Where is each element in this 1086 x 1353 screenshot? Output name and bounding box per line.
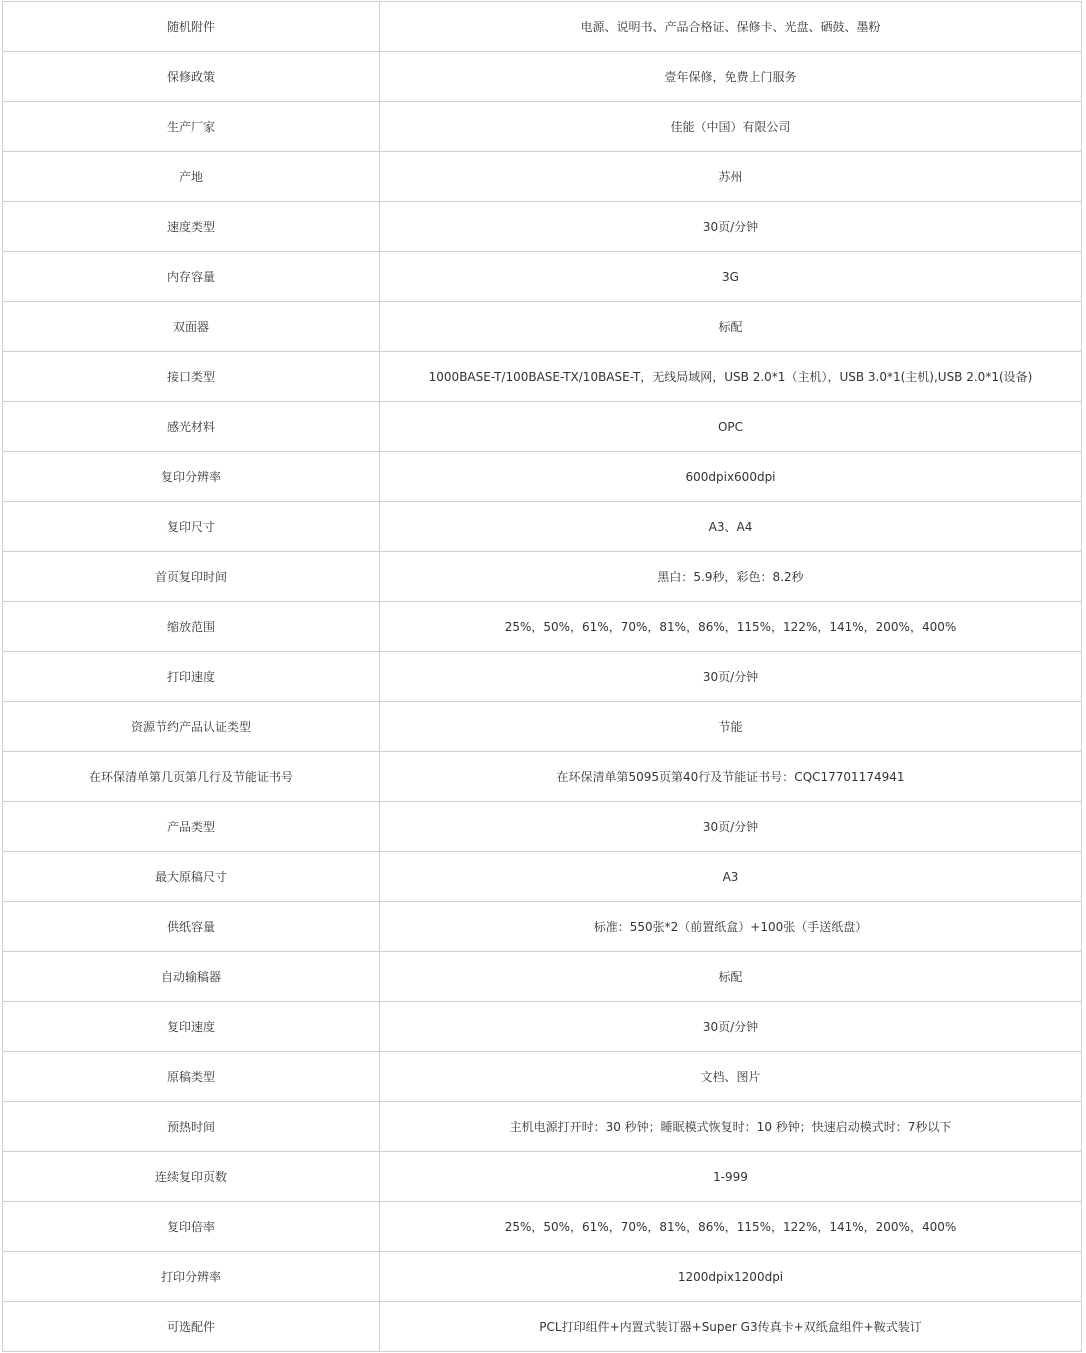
- spec-value: 壹年保修，免费上门服务: [380, 52, 1082, 102]
- table-row: [3, 352, 1082, 402]
- spec-table-body: [3, 2, 1082, 1352]
- spec-label: 在环保清单第几页第几行及节能证书号: [3, 752, 380, 802]
- spec-label: 可选配件: [3, 1302, 380, 1352]
- table-row: [3, 202, 1082, 252]
- spec-value: 主机电源打开时：30 秒钟；睡眠模式恢复时：10 秒钟；快速启动模式时：7秒以下: [380, 1102, 1082, 1152]
- table-row: [3, 1302, 1082, 1352]
- spec-value: PCL打印组件+内置式装订器+Super G3传真卡+双纸盒组件+鞍式装订: [380, 1302, 1082, 1352]
- spec-value: 30页/分钟: [380, 202, 1082, 252]
- spec-label: 原稿类型: [3, 1052, 380, 1102]
- spec-label: 接口类型: [3, 352, 380, 402]
- spec-value: 25%，50%，61%，70%，81%，86%，115%，122%，141%，200%，400%: [380, 602, 1082, 652]
- spec-label: 速度类型: [3, 202, 380, 252]
- spec-value: 1200dpix1200dpi: [380, 1252, 1082, 1302]
- spec-label: 连续复印页数: [3, 1152, 380, 1202]
- spec-label: 产品类型: [3, 802, 380, 852]
- table-row: [3, 402, 1082, 452]
- spec-label: 保修政策: [3, 52, 380, 102]
- table-row: [3, 1252, 1082, 1302]
- spec-label: 打印速度: [3, 652, 380, 702]
- table-row: [3, 2, 1082, 52]
- spec-value: A3: [380, 852, 1082, 902]
- spec-label: 资源节约产品认证类型: [3, 702, 380, 752]
- spec-value: 标配: [380, 952, 1082, 1002]
- table-row: [3, 652, 1082, 702]
- table-row: [3, 952, 1082, 1002]
- table-row: [3, 102, 1082, 152]
- table-row: [3, 1102, 1082, 1152]
- spec-label: 首页复印时间: [3, 552, 380, 602]
- table-row: [3, 752, 1082, 802]
- spec-value: 30页/分钟: [380, 1002, 1082, 1052]
- table-row: [3, 552, 1082, 602]
- spec-value: 节能: [380, 702, 1082, 752]
- table-row: [3, 452, 1082, 502]
- spec-value: 30页/分钟: [380, 802, 1082, 852]
- spec-label: 产地: [3, 152, 380, 202]
- spec-value: 黑白：5.9秒，彩色：8.2秒: [380, 552, 1082, 602]
- spec-value: 3G: [380, 252, 1082, 302]
- spec-value: 1-999: [380, 1152, 1082, 1202]
- table-row: [3, 252, 1082, 302]
- spec-label: 复印倍率: [3, 1202, 380, 1252]
- spec-value: 标准：550张*2（前置纸盒）+100张（手送纸盘）: [380, 902, 1082, 952]
- spec-value: 30页/分钟: [380, 652, 1082, 702]
- spec-value: 在环保清单第5095页第40行及节能证书号：CQC17701174941: [380, 752, 1082, 802]
- table-row: [3, 902, 1082, 952]
- table-row: [3, 1002, 1082, 1052]
- spec-label: 预热时间: [3, 1102, 380, 1152]
- spec-label: 复印速度: [3, 1002, 380, 1052]
- table-row: [3, 52, 1082, 102]
- spec-table: [2, 1, 1082, 1352]
- spec-label: 内存容量: [3, 252, 380, 302]
- table-row: [3, 302, 1082, 352]
- table-row: [3, 1152, 1082, 1202]
- table-row: [3, 1202, 1082, 1252]
- table-row: [3, 602, 1082, 652]
- spec-label: 生产厂家: [3, 102, 380, 152]
- spec-value: 600dpix600dpi: [380, 452, 1082, 502]
- spec-value: A3、A4: [380, 502, 1082, 552]
- spec-label: 复印尺寸: [3, 502, 380, 552]
- spec-label: 随机附件: [3, 2, 380, 52]
- spec-label: 最大原稿尺寸: [3, 852, 380, 902]
- spec-value: 电源、说明书、产品合格证、保修卡、光盘、硒鼓、墨粉: [380, 2, 1082, 52]
- spec-label: 打印分辨率: [3, 1252, 380, 1302]
- table-row: [3, 152, 1082, 202]
- spec-value: 佳能（中国）有限公司: [380, 102, 1082, 152]
- spec-value: OPC: [380, 402, 1082, 452]
- spec-value: 25%，50%，61%，70%，81%，86%，115%，122%，141%，200%，400%: [380, 1202, 1082, 1252]
- spec-label: 自动输稿器: [3, 952, 380, 1002]
- spec-value: 1000BASE-T/100BASE-TX/10BASE-T，无线局域网，USB 2.0*1（主机），USB 3.0*1(主机),USB 2.0*1(设备): [380, 352, 1082, 402]
- table-row: [3, 1052, 1082, 1102]
- table-row: [3, 802, 1082, 852]
- spec-value: 文档、图片: [380, 1052, 1082, 1102]
- spec-value: 标配: [380, 302, 1082, 352]
- spec-label: 双面器: [3, 302, 380, 352]
- spec-label: 复印分辨率: [3, 452, 380, 502]
- table-row: [3, 702, 1082, 752]
- spec-label: 缩放范围: [3, 602, 380, 652]
- spec-value: 苏州: [380, 152, 1082, 202]
- spec-label: 感光材料: [3, 402, 380, 452]
- table-row: [3, 502, 1082, 552]
- table-row: [3, 852, 1082, 902]
- spec-label: 供纸容量: [3, 902, 380, 952]
